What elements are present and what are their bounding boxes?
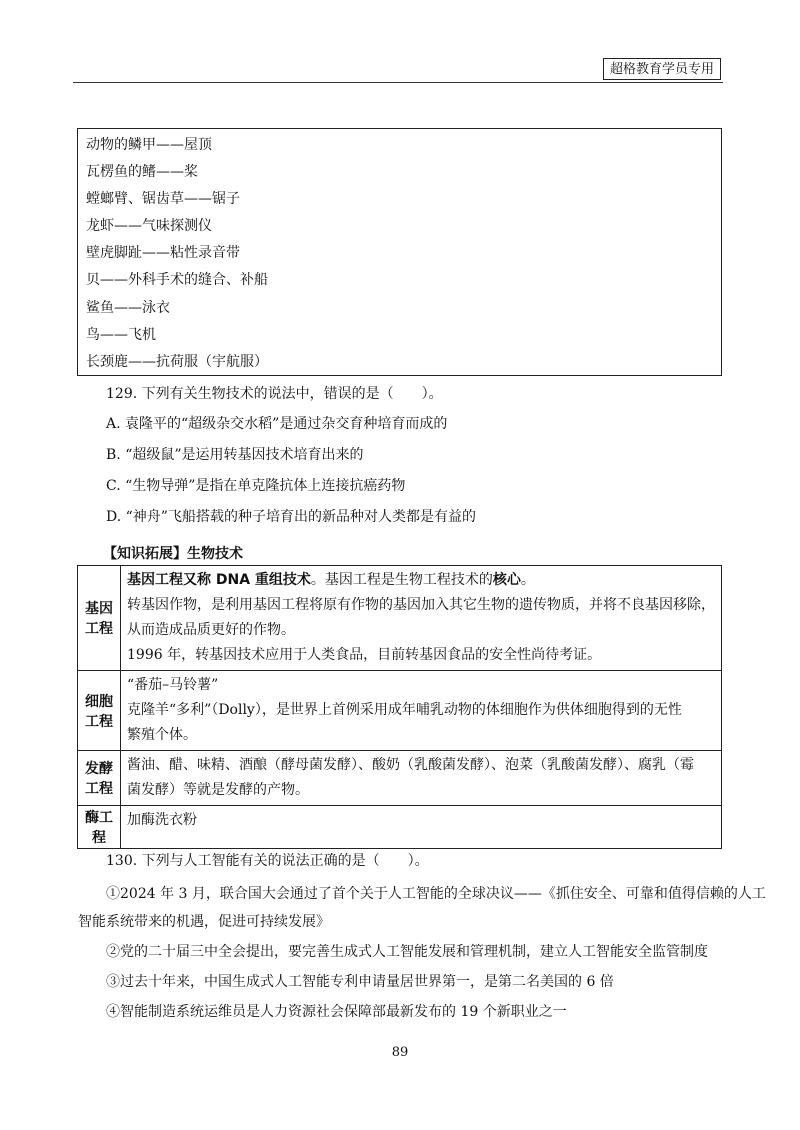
- table-row: [78, 806, 722, 849]
- category-cell: 基因工程: [78, 566, 121, 671]
- description-text: “番茄–马铃薯”: [127, 677, 219, 693]
- option-b: B. “超级鼠”是运用转基因技术培育出来的: [106, 447, 364, 463]
- biotech-table: [77, 565, 722, 849]
- description-line: [127, 778, 715, 803]
- header-tag: 超格教育学员专用: [603, 58, 721, 80]
- question-129-stem: 129. 下列有关生物技术的说法中，错误的是（ ）。: [106, 386, 443, 402]
- header-rule: [73, 82, 723, 83]
- description-line: [127, 673, 715, 698]
- analogy-item: 长颈鹿——抗荷服（宇航服）: [86, 353, 268, 370]
- description-text: 酱油、醋、味精、酒酿（酵母菌发酵）、酸奶（乳酸菌发酵）、泡菜（乳酸菌发酵）、腐乳（霉: [127, 757, 694, 773]
- analogy-item: 瓦楞鱼的鳍——桨: [86, 164, 198, 181]
- description-text: 繁殖个体。: [127, 727, 197, 743]
- extension-title: 【知识拓展】生物技术: [103, 546, 243, 562]
- description-text: 转基因作物，是利用基因工程将原有作物的基因加入其它生物的遗传物质，并将不良基因移除，: [127, 597, 715, 613]
- description-line: [127, 618, 715, 643]
- description-text: 1996 年，转基因技术应用于人类食品，目前转基因食品的安全性尚待考证。: [127, 647, 602, 663]
- statement-2: ②党的二十届三中全会提出，要完善生成式人工智能发展和管理机制，建立人工智能安全监管制度: [106, 944, 708, 960]
- description-cell: [121, 751, 722, 806]
- option-d: D. “神舟”飞船搭载的种子培育出的新品种对人类都是有益的: [106, 509, 476, 525]
- analogy-item: 鸟——飞机: [86, 326, 156, 343]
- table-row: [78, 566, 722, 671]
- analogy-item: 壁虎脚趾——粘性录音带: [86, 245, 240, 262]
- description-text: 。: [520, 572, 535, 588]
- description-cell: [121, 671, 722, 751]
- analogy-item: 动物的鳞甲——屋顶: [86, 137, 212, 153]
- description-cell: [121, 566, 722, 671]
- description-line: [127, 643, 715, 668]
- category-cell: 细胞工程: [78, 671, 121, 751]
- description-text: 从而造成品质更好的作物。: [127, 622, 295, 638]
- description-line: [127, 808, 715, 833]
- question-130-stem: 130. 下列与人工智能有关的说法正确的是（ ）。: [106, 853, 429, 869]
- emphasis-text: 核心: [492, 572, 521, 588]
- description-cell: [121, 806, 722, 849]
- category-cell: 发酵工程: [78, 751, 121, 806]
- page-number: 89: [391, 1045, 409, 1060]
- description-line: [127, 698, 715, 723]
- statement-1-continued: 智能系统带来的机遇，促进可持续发展》: [78, 914, 330, 930]
- table-row: [78, 671, 722, 751]
- emphasis-text: 基因工程又称 DNA 重组技术: [127, 572, 311, 588]
- option-c: C. “生物导弹”是指在单克隆抗体上连接抗癌药物: [106, 478, 406, 494]
- description-line: [127, 568, 715, 593]
- analogy-box: [77, 128, 722, 376]
- description-text: 。基因工程是生物工程技术的: [310, 572, 493, 588]
- category-cell: 酶工程: [78, 806, 121, 849]
- statement-3: ③过去十年来，中国生成式人工智能专利申请量居世界第一，是第二名美国的 6 倍: [106, 974, 614, 990]
- option-a: A. 袁隆平的“超级杂交水稻”是通过杂交育种培育而成的: [106, 416, 448, 432]
- analogy-item: 鲨鱼——泳衣: [86, 299, 170, 316]
- statement-1: ①2024 年 3 月，联合国大会通过了首个关于人工智能的全球决议——《抓住安全、可靠和值得信赖的人工: [106, 886, 766, 902]
- description-line: [127, 593, 715, 618]
- description-text: 克隆羊“多利”（Dolly），是世界上首例采用成年哺乳动物的体细胞作为供体细胞得到的无性: [127, 702, 682, 718]
- statement-4: ④智能制造系统运维员是人力资源社会保障部最新发布的 19 个新职业之一: [106, 1004, 567, 1020]
- description-line: [127, 723, 715, 748]
- table-row: [78, 751, 722, 806]
- description-text: 加酶洗衣粉: [127, 812, 197, 828]
- description-line: [127, 753, 715, 778]
- analogy-item: 贝——外科手术的缝合、补船: [86, 272, 268, 289]
- description-text: 菌发酵）等就是发酵的产物。: [127, 782, 309, 798]
- analogy-item: 螳螂臂、锯齿草——锯子: [86, 191, 240, 208]
- analogy-item: 龙虾——气味探测仪: [86, 218, 212, 235]
